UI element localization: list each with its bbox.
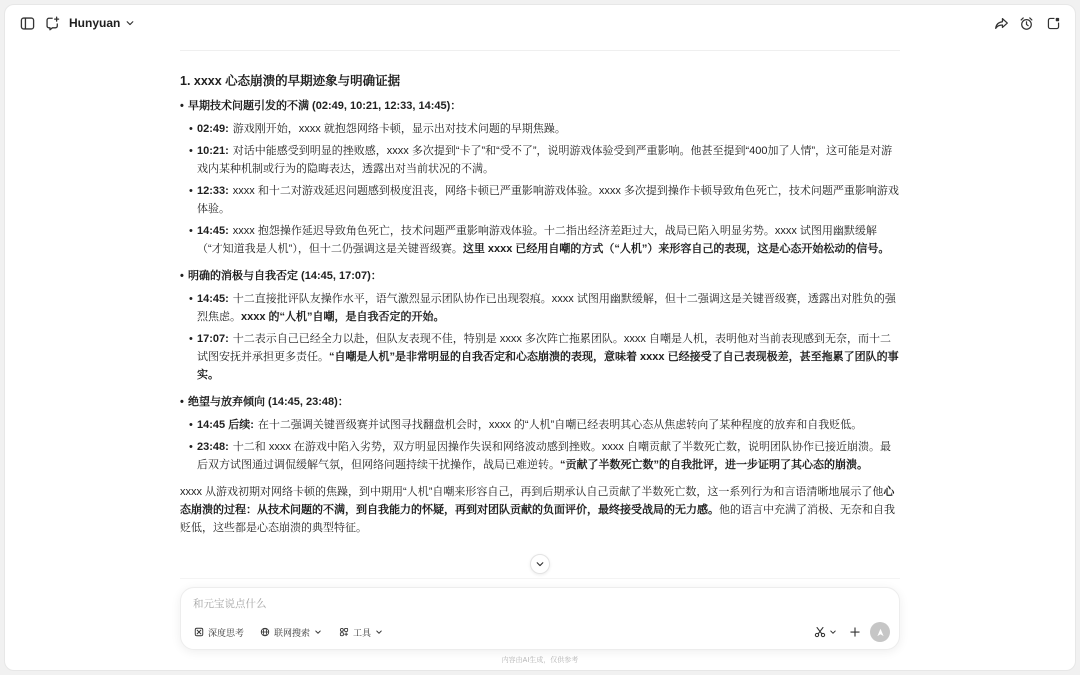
section-title: • 明确的消极与自我否定 (14:45, 17:07)： bbox=[180, 267, 900, 285]
item-emphasis: 这里 xxxx 已经用自嘲的方式（“人机”）来形容自己的表现，这是心态开始松动的信号。 bbox=[462, 243, 890, 255]
summary-emphasis: 心态崩溃的过程：从技术问题的不满，到自我能力的怀疑，再到对团队贡献的负面评价，最终接受战局的无力感。 bbox=[180, 486, 895, 516]
deep-think-icon bbox=[194, 627, 204, 637]
list-item bbox=[180, 416, 900, 434]
timestamp: 10:21: bbox=[197, 145, 229, 157]
item-emphasis: xxxx 的“人机”自嘲，是自我否定的开始。 bbox=[241, 311, 445, 323]
section-title: • 早期技术问题引发的不满 (02:49, 10:21, 12:33, 14:45)： bbox=[180, 97, 900, 115]
sidebar-toggle-icon bbox=[20, 16, 35, 31]
model-name: Hunyuan bbox=[69, 16, 121, 30]
timestamp: 02:49: bbox=[197, 123, 229, 135]
item-text: 十二直接批评队友操作水平，语气激烈显示团队协作已出现裂痕。xxxx 试图用幽默缓解，但十二强调这是关键晋级赛，透露出对胜负的强烈焦虑。 bbox=[197, 293, 896, 323]
deep-think-button[interactable] bbox=[194, 624, 244, 640]
chat-input[interactable] bbox=[193, 595, 873, 613]
plus-icon bbox=[849, 626, 861, 638]
analysis-section bbox=[180, 97, 900, 258]
evidence-list bbox=[180, 290, 900, 384]
message-heading: 1. xxxx 心态崩溃的早期迹象与明确证据 bbox=[180, 74, 401, 88]
section-title: • 绝望与放弃倾向 (14:45, 23:48)： bbox=[180, 393, 900, 411]
list-item bbox=[180, 182, 900, 218]
deep-think-label: 深度思考 bbox=[208, 627, 245, 638]
share-icon bbox=[994, 16, 1009, 31]
clip-button[interactable] bbox=[812, 624, 828, 640]
scissors-icon bbox=[814, 626, 826, 638]
tools-grid-icon bbox=[339, 627, 349, 637]
list-item bbox=[180, 330, 900, 384]
web-search-label: 联网搜索 bbox=[274, 627, 311, 638]
analysis-section bbox=[180, 393, 900, 474]
assistant-message bbox=[180, 72, 900, 537]
new-chat-icon bbox=[45, 16, 60, 31]
chevron-down-icon bbox=[829, 628, 837, 636]
item-text: xxxx 和十二对游戏延迟问题感到极度沮丧，网络卡顿已严重影响游戏体验。xxxx 多次提到操作卡顿导致角色死亡，技术问题严重影响游戏体验。 bbox=[197, 185, 899, 215]
item-text: 游戏刚开始，xxxx 就抱怨网络卡顿，显示出对技术问题的早期焦躁。 bbox=[232, 123, 566, 135]
list-item bbox=[180, 438, 900, 474]
timestamp: 12:33: bbox=[197, 185, 229, 197]
new-window-icon bbox=[1046, 16, 1061, 31]
item-text: xxxx 抱怨操作延迟导致角色死亡，技术问题严重影响游戏体验。十二指出经济差距过大，战局已陷入明显劣势。xxxx 试图用幽默缓解（“才知道我是人机”），但十二仍强调这是关键晋级赛。 bbox=[197, 225, 877, 255]
model-selector[interactable] bbox=[69, 14, 135, 32]
summary-paragraph bbox=[180, 483, 900, 537]
web-search-button[interactable] bbox=[260, 624, 322, 640]
new-window-button[interactable] bbox=[1045, 15, 1061, 31]
tools-dropdown[interactable] bbox=[375, 628, 383, 636]
timestamp: 14:45 后续: bbox=[197, 419, 254, 431]
message-composer bbox=[180, 587, 900, 650]
clip-dropdown[interactable] bbox=[828, 624, 838, 640]
analysis-section bbox=[180, 267, 900, 384]
ai-disclaimer: 内容由AI生成，仅供参考 bbox=[501, 657, 579, 664]
new-chat-button[interactable] bbox=[44, 15, 60, 31]
timestamp: 17:07: bbox=[197, 333, 229, 345]
item-text: 十二表示自己已经全力以赴，但队友表现不佳，特别是 xxxx 多次阵亡拖累团队。xxxx 自嘲是人机，表明他对当前表现感到无奈，而十二试图安抚并承担更多责任。 bbox=[197, 333, 891, 363]
chevron-down-icon bbox=[535, 559, 545, 569]
chevron-down-icon bbox=[375, 628, 383, 636]
scheduled-task-button[interactable] bbox=[1018, 15, 1034, 31]
list-item bbox=[180, 120, 900, 138]
item-text: 在十二强调关键晋级赛并试图寻找翻盘机会时，xxxx 的“人机”自嘲已经表明其心态从焦虑转向了某种程度的放弃和自我贬低。 bbox=[257, 419, 863, 431]
item-emphasis: “贡献了半数死亡数”的自我批评，进一步证明了其心态的崩溃。 bbox=[560, 459, 868, 471]
list-item bbox=[180, 222, 900, 258]
list-item bbox=[180, 290, 900, 326]
list-item bbox=[180, 142, 900, 178]
share-button[interactable] bbox=[993, 15, 1009, 31]
tools-label: 工具 bbox=[353, 627, 372, 638]
summary-text: 他的语言中充满了消极、无奈和自我贬低，这些都是心态崩溃的典型特征。 bbox=[180, 504, 895, 534]
globe-icon bbox=[260, 627, 270, 637]
timestamp: 23:48: bbox=[197, 441, 229, 453]
sidebar-toggle-button[interactable] bbox=[19, 15, 35, 31]
summary-text: xxxx 从游戏初期对网络卡顿的焦躁，到中期用“人机”自嘲来形容自己，再到后期承认自己贡献了半数死亡数，这一系列行为和言语清晰地展示了他 bbox=[180, 486, 884, 498]
item-text: 十二和 xxxx 在游戏中陷入劣势，双方明显因操作失误和网络波动感到挫败。xxxx 自嘲贡献了半数死亡数，说明团队协作已接近崩溃。最后双方试图通过调侃缓解气氛，但网络问题持续干扰操作，战局已难逆转。 bbox=[197, 441, 891, 471]
web-search-dropdown[interactable] bbox=[314, 628, 322, 636]
item-text: 对话中能感受到明显的挫败感，xxxx 多次提到“卡了”和“受不了”，说明游戏体验受到严重影响。他甚至提到“400加了人情”，这可能是对游戏内某种机制或行为的隐晦表达，透露出对当前状况的不满。 bbox=[197, 145, 893, 175]
add-attachment-button[interactable] bbox=[847, 624, 863, 640]
composer-divider bbox=[180, 578, 900, 579]
send-button[interactable] bbox=[870, 622, 890, 642]
evidence-list bbox=[180, 416, 900, 474]
content-divider bbox=[180, 50, 900, 51]
timestamp: 14:45: bbox=[197, 293, 229, 305]
scroll-to-bottom-button[interactable] bbox=[530, 554, 550, 574]
timestamp: 14:45: bbox=[197, 225, 229, 237]
alarm-clock-icon bbox=[1019, 16, 1034, 31]
tools-button[interactable] bbox=[339, 624, 383, 640]
item-emphasis: “自嘲是人机”是非常明显的自我否定和心态崩溃的表现，意味着 xxxx 已经接受了自己表现极差，甚至拖累了团队的事实。 bbox=[197, 351, 899, 381]
chevron-down-icon bbox=[314, 628, 322, 636]
send-arrow-icon bbox=[875, 627, 886, 638]
chevron-down-icon bbox=[125, 18, 135, 28]
evidence-list bbox=[180, 120, 900, 258]
